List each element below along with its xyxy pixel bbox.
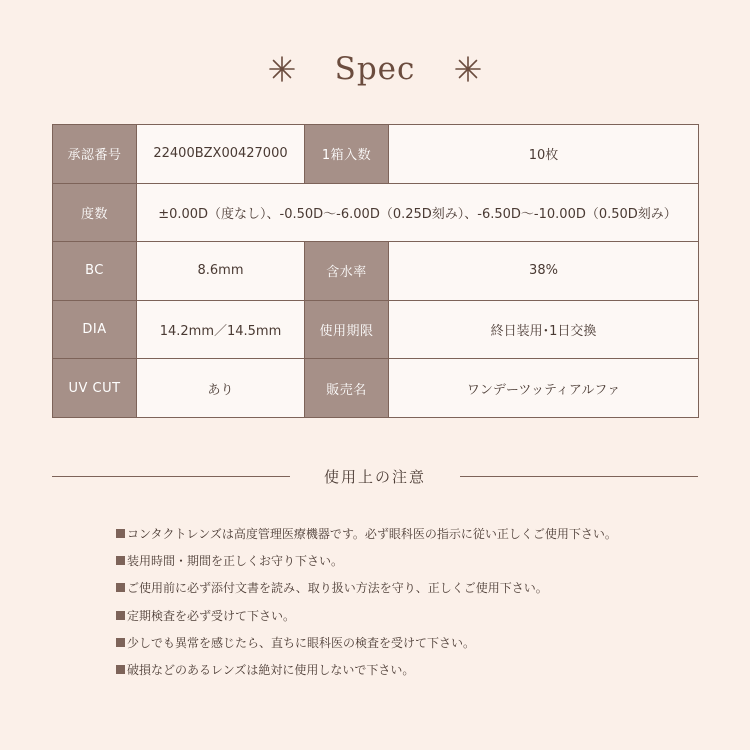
uv-cut-label: UV CUT (53, 359, 137, 418)
divider (52, 476, 290, 477)
uv-cut-value: あり (137, 359, 305, 418)
power-label: 度数 (53, 183, 137, 242)
approval-number-label: 承認番号 (53, 125, 137, 184)
water-content-label: 含水率 (305, 242, 389, 301)
table-row (53, 125, 699, 184)
divider (460, 476, 698, 477)
square-bullet-icon (116, 556, 125, 565)
page-title: Spec (334, 51, 416, 87)
table-row (53, 242, 699, 301)
list-item (116, 520, 676, 547)
sparkle-icon (455, 56, 481, 82)
bc-value: 8.6mm (137, 242, 305, 301)
usage-period-label: 使用期限 (305, 300, 389, 359)
square-bullet-icon (116, 665, 125, 674)
approval-number-value: 22400BZX00427000 (137, 125, 305, 184)
title-row (0, 44, 750, 94)
square-bullet-icon (116, 583, 125, 592)
spec-table (52, 124, 699, 418)
bc-label: BC (53, 242, 137, 301)
box-quantity-value: 10枚 (389, 125, 699, 184)
notice-text: ご使用前に必ず添付文書を読み、取り扱い方法を守り、正しくご使用下さい。 (127, 581, 548, 596)
product-name-label: 販売名 (305, 359, 389, 418)
usage-period-value: 終日装用･1日交換 (389, 300, 699, 359)
notice-heading: 使用上の注意 (324, 467, 427, 486)
sparkle-icon (269, 56, 295, 82)
notice-text: 装用時間・期間を正しくお守り下さい。 (127, 554, 344, 569)
notice-heading-row (52, 462, 698, 490)
product-name-value: ワンデーツッティアルファ (389, 359, 699, 418)
list-item (116, 629, 676, 656)
list-item (116, 602, 676, 629)
table-row (53, 183, 699, 242)
water-content-value: 38% (389, 242, 699, 301)
notice-list (116, 520, 676, 683)
notice-text: 定期検査を必ず受けて下さい。 (127, 608, 296, 623)
list-item (116, 547, 676, 574)
notice-text: 少しでも異常を感じたら、直ちに眼科医の検査を受けて下さい。 (127, 635, 476, 650)
square-bullet-icon (116, 611, 125, 620)
table-row (53, 359, 699, 418)
square-bullet-icon (116, 638, 125, 647)
list-item (116, 656, 676, 683)
square-bullet-icon (116, 529, 125, 538)
box-quantity-label: 1箱入数 (305, 125, 389, 184)
dia-label: DIA (53, 300, 137, 359)
power-value: ±0.00D（度なし）、-0.50D〜-6.00D（0.25D刻み）、-6.50D〜-10.00D（0.50D刻み） (137, 183, 699, 242)
dia-value: 14.2mm／14.5mm (137, 300, 305, 359)
notice-text: コンタクトレンズは高度管理医療機器です。必ず眼科医の指示に従い正しくご使用下さい。 (127, 527, 617, 542)
notice-text: 破損などのあるレンズは絶対に使用しないで下さい。 (127, 663, 415, 678)
table-row (53, 300, 699, 359)
list-item (116, 574, 676, 601)
